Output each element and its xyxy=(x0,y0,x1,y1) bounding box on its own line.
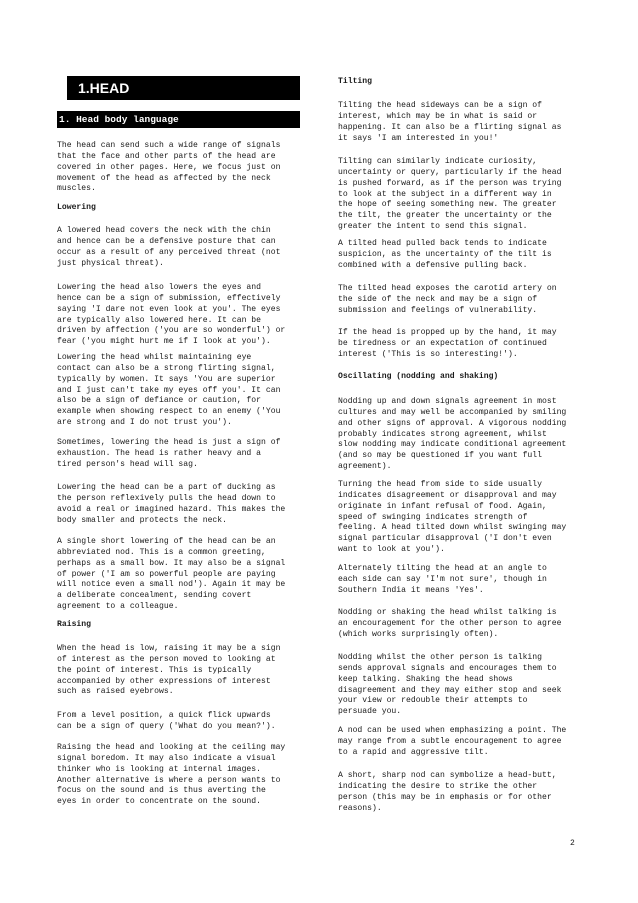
text-line: A lowered head covers the neck with the chin xyxy=(57,226,271,235)
text-line: agreement to a colleague. xyxy=(57,602,179,612)
text-line: A single short lowering of the head can be an xyxy=(57,537,276,546)
text-line: Southern India it means 'Yes'. xyxy=(338,585,484,595)
text-line: signal particular disapproval ('I don't even xyxy=(338,534,552,544)
oscillating-paragraph-6 xyxy=(338,726,566,759)
oscillating-heading: Oscillating (nodding and shaking) xyxy=(338,372,499,381)
text-line: Turning the head from side to side usually xyxy=(338,480,542,489)
text-line: speed of swinging indicates strength of xyxy=(338,512,528,522)
text-line: may range from a subtle encouragement to agree xyxy=(338,736,562,746)
text-line: covered in other pages. Here, we focus just on xyxy=(57,162,281,172)
text-line: Lowering the head can be a part of ducking as xyxy=(57,483,276,492)
lowering-paragraph-5 xyxy=(57,483,285,526)
text-line: Lowering the head whilst maintaining eye xyxy=(57,353,252,362)
oscillating-paragraph-5 xyxy=(338,653,561,718)
tilting-paragraph-2 xyxy=(338,157,561,233)
text-line: hence can be a sign of submission, effectively xyxy=(57,293,281,303)
text-line: originate in infant refusal of food. Again, xyxy=(338,501,547,511)
raising-paragraph-2 xyxy=(57,711,276,733)
text-line: Tilting can similarly indicate curiosity, xyxy=(338,157,538,166)
text-line: driven by affection ('you are so wonderful') or xyxy=(57,326,286,336)
page-number: 2 xyxy=(570,839,575,848)
text-line: of power ('I am so powerful people are paying xyxy=(57,569,276,579)
text-line: The tilted head exposes the carotid artery on xyxy=(338,284,557,293)
text-line: muscles. xyxy=(57,184,96,194)
text-line: eyes in order to concentrate on the sound. xyxy=(57,797,261,807)
text-line: keep talking. Shaking the head shows xyxy=(338,674,513,684)
text-line: movement of the head as affected by the neck xyxy=(57,173,271,183)
text-line: typically by women. It says 'You are superior xyxy=(57,374,276,384)
lowering-heading: Lowering xyxy=(57,203,96,212)
lowering-paragraph-1 xyxy=(57,226,280,269)
raising-paragraph-3 xyxy=(57,743,285,808)
text-line: the hope of seeing something new. The greater xyxy=(338,200,557,210)
text-line: When the head is low, raising it may be a sign xyxy=(57,644,281,653)
text-line: thinker who is looking at internal images. xyxy=(57,764,261,774)
text-line: of interest as the person moved to looking at xyxy=(57,654,276,664)
oscillating-paragraph-2 xyxy=(338,480,566,556)
tilting-paragraph-1 xyxy=(338,101,561,144)
text-line: signal boredom. It may also indicate a visual xyxy=(57,753,276,763)
oscillating-paragraph-1 xyxy=(338,397,566,473)
tilting-paragraph-5 xyxy=(338,328,557,361)
tilting-paragraph-3 xyxy=(338,239,552,272)
intro-paragraph xyxy=(57,141,280,195)
text-line: body smaller and protects the neck. xyxy=(57,515,227,525)
text-line: uncertainty or query, particularly if the head xyxy=(338,167,562,177)
text-line: cultures and may well be accompanied by smiling xyxy=(338,407,567,417)
text-line: (and so may be questioned if you want full xyxy=(338,451,542,461)
text-line: also be a sign of defiance or caution, for xyxy=(57,396,261,406)
text-line: the point of interest. This is typically xyxy=(57,665,252,675)
text-line: slow nodding may indicate conditional agreement xyxy=(338,440,567,450)
text-line: focus on the sound and is thus averting the xyxy=(57,786,266,796)
text-line: probably indicates strong agreement, whilst xyxy=(338,429,547,439)
raising-paragraph-1 xyxy=(57,644,280,698)
text-line: it says 'I am interested in you!' xyxy=(338,133,499,143)
text-line: Nodding or shaking the head whilst talking is xyxy=(338,608,557,617)
oscillating-paragraph-3 xyxy=(338,564,547,597)
text-line: to look at the subject in a different way in xyxy=(338,189,552,199)
text-line: such as raised eyebrows. xyxy=(57,687,174,697)
text-line: happening. It can also be a flirting signal as xyxy=(338,122,562,132)
text-line: are typically also lowered here. It can be xyxy=(57,315,261,325)
text-line: just physical threat). xyxy=(57,258,164,268)
text-line: your view or redouble their attempts to xyxy=(338,696,528,706)
text-line: contact can also be a strong flirting signal, xyxy=(57,363,276,373)
text-line: Another alternative is where a person wants to xyxy=(57,775,281,785)
text-line: A tilted head pulled back tends to indicate xyxy=(338,239,547,248)
text-line: reasons). xyxy=(338,803,382,813)
lowering-paragraph-2 xyxy=(57,283,285,348)
text-line: the tilt, the greater the uncertainty or the xyxy=(338,211,552,221)
text-line: Nodding whilst the other person is talking xyxy=(338,653,542,662)
text-line: will notice even a small nod'). Again it may be xyxy=(57,580,286,590)
text-line: persuade you. xyxy=(338,707,402,717)
text-line: indicates disagreement or disapproval and may xyxy=(338,490,557,500)
text-line: to a rapid and aggressive tilt. xyxy=(338,747,489,757)
text-line: submission and feelings of vulnerability. xyxy=(338,305,538,315)
text-line: a deliberate concealment, sending covert xyxy=(57,591,252,601)
text-line: an encouragement for the other person to agree xyxy=(338,618,562,628)
text-line: person (this may be in emphasis or for other xyxy=(338,792,552,802)
lowering-paragraph-3 xyxy=(57,353,280,429)
text-line: the person reflexively pulls the head down to xyxy=(57,493,276,503)
text-line: The head can send such a wide range of signals xyxy=(57,141,281,150)
text-line: be tiredness or an expectation of continued xyxy=(338,338,547,348)
text-line: fear ('you might hurt me if I look at you'). xyxy=(57,337,271,347)
text-line: the side of the neck and may be a sign of xyxy=(338,294,538,304)
lowering-paragraph-6 xyxy=(57,537,285,613)
text-line: disagreement and they may either stop and seek xyxy=(338,685,562,695)
text-line: agreement). xyxy=(338,462,392,472)
text-line: want to look at you'). xyxy=(338,545,445,555)
text-line: Raising the head and looking at the ceiling may xyxy=(57,743,286,752)
text-line: greater the intent to send this signal. xyxy=(338,222,528,232)
section-title: 1. Head body language xyxy=(57,111,300,128)
oscillating-paragraph-4 xyxy=(338,608,561,641)
text-line: and hence can be a defensive posture that can xyxy=(57,236,276,246)
text-line: example when showing respect to an enemy ('You xyxy=(57,407,281,417)
text-line: are strong and I do not trust you'). xyxy=(57,418,232,428)
text-line: suspicion, as the uncertainty of the tilt is xyxy=(338,249,552,259)
text-line: perhaps as a small bow. It may also be a signal xyxy=(57,558,286,568)
text-line: tired person's head will sag. xyxy=(57,459,198,469)
text-line: occur as a result of any perceived threat (not xyxy=(57,247,281,257)
chapter-title: 1.HEAD xyxy=(67,76,300,100)
text-line: avoid a real or imagined hazard. This makes the xyxy=(57,504,286,514)
text-line: exhaustion. The head is rather heavy and a xyxy=(57,448,261,458)
text-line: saying 'I dare not even look at you'. The eyes xyxy=(57,304,281,314)
text-line: that the face and other parts of the head are xyxy=(57,151,276,161)
text-line: combined with a defensive pulling back. xyxy=(338,260,528,270)
text-line: sends approval signals and encourages them to xyxy=(338,663,557,673)
text-line: A short, sharp nod can symbolize a head-butt, xyxy=(338,771,557,780)
lowering-paragraph-4 xyxy=(57,438,280,471)
text-line: each side can say 'I'm not sure', though in xyxy=(338,574,547,584)
text-line: Nodding up and down signals agreement in most xyxy=(338,397,557,406)
text-line: is pushed forward, as if the person was trying xyxy=(338,178,562,188)
tilting-heading: Tilting xyxy=(338,77,372,86)
text-line: accompanied by other expressions of interest xyxy=(57,676,271,686)
text-line: abbreviated nod. This is a common greeting, xyxy=(57,547,266,557)
text-line: Tilting the head sideways can be a sign of xyxy=(338,101,542,110)
text-line: and I just can't take my eyes off you'. It can xyxy=(57,385,281,395)
text-line: From a level position, a quick flick upwards xyxy=(57,711,271,720)
oscillating-paragraph-7 xyxy=(338,771,557,814)
text-line: Sometimes, lowering the head is just a sign of xyxy=(57,438,281,447)
text-line: indicating the desire to strike the other xyxy=(338,781,538,791)
raising-heading: Raising xyxy=(57,620,91,629)
text-line: feeling. A head tilted down whilst swinging may xyxy=(338,523,567,533)
text-line: Alternately tilting the head at an angle to xyxy=(338,564,547,573)
text-line: If the head is propped up by the hand, it may xyxy=(338,328,557,337)
text-line: (which works surprisingly often). xyxy=(338,629,499,639)
text-line: interest ('This is so interesting!'). xyxy=(338,349,518,359)
text-line: A nod can be used when emphasizing a point. The xyxy=(338,726,567,735)
text-line: Lowering the head also lowers the eyes and xyxy=(57,283,261,292)
text-line: and other signs of approval. A vigorous nodding xyxy=(338,418,567,428)
tilting-paragraph-4 xyxy=(338,284,557,317)
text-line: can be a sign of query ('What do you mean?'). xyxy=(57,721,276,731)
text-line: interest, which may be in what is said or xyxy=(338,111,538,121)
